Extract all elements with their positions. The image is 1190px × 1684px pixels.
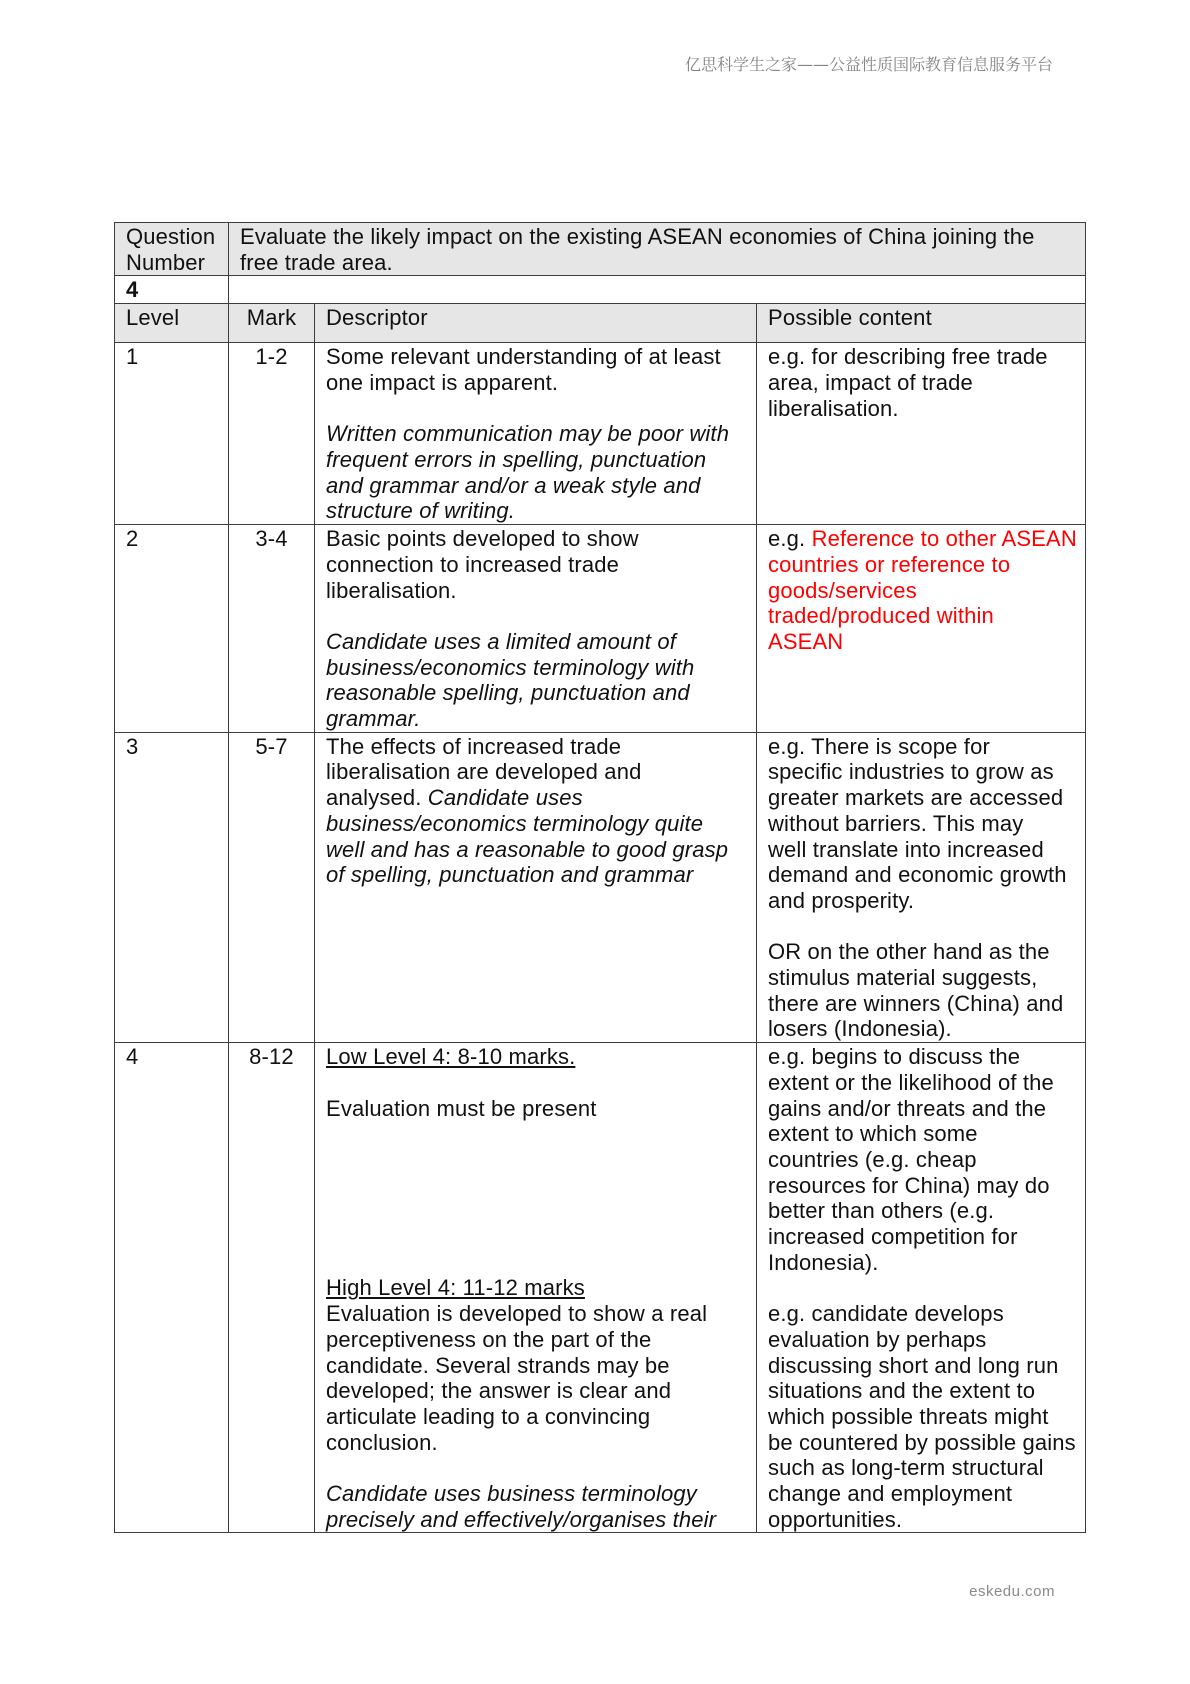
footer-site-name: eskedu.com (969, 1583, 1055, 1600)
possible-content-text (768, 526, 1083, 655)
mark-range: 8-12 (249, 1044, 294, 1070)
level-cell (115, 1043, 229, 1533)
mark-range: 3-4 (255, 526, 288, 552)
possible-content-cell (757, 343, 1086, 525)
possible-content-prefix: e.g. (768, 526, 812, 552)
level-cell (115, 343, 229, 525)
mark-cell (229, 525, 315, 733)
communication-descriptor: Candidate uses business/economics terminology quite well and has a reasonable to good grasp of spelling, punctuation and grammar (326, 785, 729, 888)
column-header-level (115, 304, 229, 343)
mark-range: 1-2 (255, 344, 288, 370)
question-number-label: Question Number (126, 224, 216, 275)
descriptor-cell (315, 732, 757, 1042)
question-row (115, 223, 1086, 276)
possible-content-text: e.g. for describing free trade area, impact of trade liberalisation. (768, 344, 1048, 421)
column-header-descriptor (315, 304, 757, 343)
descriptor-cell (315, 525, 757, 733)
possible-content-text: e.g. There is scope for specific industries to grow as greater markets are accessed without barriers. This may well translate into increased demand and economic growth and prosperity. (768, 733, 1067, 913)
possible-content-text: e.g. begins to discuss the extent or the likelihood of the gains and/or threats and the extent to which some countries (e.g. cheap resources for China) may do better than others (e.g. increased competition for Indonesia). (768, 1044, 1054, 1275)
question-number-row (115, 276, 1086, 304)
possible-content-cell (757, 525, 1086, 733)
low-level-text: Evaluation must be present (326, 1095, 597, 1121)
descriptor-text: Basic points developed to show connection to increased trade liberalisation. (326, 526, 639, 603)
level-value: 3 (126, 733, 139, 759)
descriptor-text: Some relevant understanding of at least one impact is apparent. (326, 344, 721, 395)
communication-descriptor: Written communication may be poor with frequent errors in spelling, punctuation and grammar and/or a weak style and structure of writing. (326, 421, 730, 524)
level-value: 2 (126, 526, 139, 552)
mark-cell (229, 1043, 315, 1533)
high-level-text: Evaluation is developed to show a real perceptiveness on the part of the candidate. Several strands may be developed; the answer is clear and articulate leading to a convincing conclusion. (326, 1301, 708, 1455)
alternative-content-text: e.g. candidate develops evaluation by perhaps discussing short and long run situations and the extent to which possible threats might be countered by possible gains such as long-term structural change and employment opportunities. (768, 1301, 1076, 1532)
mark-cell (229, 732, 315, 1042)
column-header-descriptor-label: Descriptor (326, 305, 428, 331)
possible-content-highlight: Reference to other ASEAN countries or reference to goods/services traded/produced within ASEAN (768, 526, 1077, 654)
possible-content-cell (757, 1043, 1086, 1533)
question-number-cell (115, 276, 229, 304)
column-header-row (115, 304, 1086, 343)
column-header-possible-content (757, 304, 1086, 343)
column-header-possible-content-label: Possible content (768, 305, 932, 331)
level-row-2 (115, 525, 1086, 733)
communication-descriptor: Candidate uses business terminology precisely and effectively/organises their (326, 1481, 717, 1532)
level-row-1 (115, 343, 1086, 525)
low-level-heading: Low Level 4: 8-10 marks. (326, 1044, 576, 1070)
question-text-cell (229, 223, 1086, 276)
descriptor-cell (315, 1043, 757, 1533)
mark-scheme-table (114, 222, 1086, 1533)
level-value: 1 (126, 344, 139, 370)
level-row-4 (115, 1043, 1086, 1533)
question-number-blank-cell (229, 276, 1086, 304)
high-level-heading: High Level 4: 11-12 marks (326, 1275, 585, 1301)
mark-cell (229, 343, 315, 525)
descriptor-text: The effects of increased trade liberalisation are developed and analysed. (326, 733, 642, 811)
column-header-mark-label: Mark (246, 305, 297, 331)
level-value: 4 (126, 1044, 139, 1070)
page-header-text: 亿思科学生之家——公益性质国际教育信息服务平台 (684, 55, 1053, 74)
question-number: 4 (126, 277, 139, 303)
level-row-3 (115, 732, 1086, 1042)
possible-content-cell (757, 732, 1086, 1042)
column-header-mark (229, 304, 315, 343)
level-cell (115, 525, 229, 733)
mark-range: 5-7 (255, 733, 288, 759)
descriptor-text-block (326, 734, 754, 888)
question-text: Evaluate the likely impact on the existing ASEAN economies of China joining the free trade area. (240, 224, 1035, 275)
level-cell (115, 732, 229, 1042)
alternative-content-text: OR on the other hand as the stimulus material suggests, there are winners (China) and losers (Indonesia). (768, 939, 1064, 1042)
descriptor-cell (315, 343, 757, 525)
question-number-label-cell (115, 223, 229, 276)
column-header-level-label: Level (126, 305, 180, 331)
communication-descriptor: Candidate uses a limited amount of business/economics terminology with reasonable spelling, punctuation and grammar. (326, 628, 695, 732)
